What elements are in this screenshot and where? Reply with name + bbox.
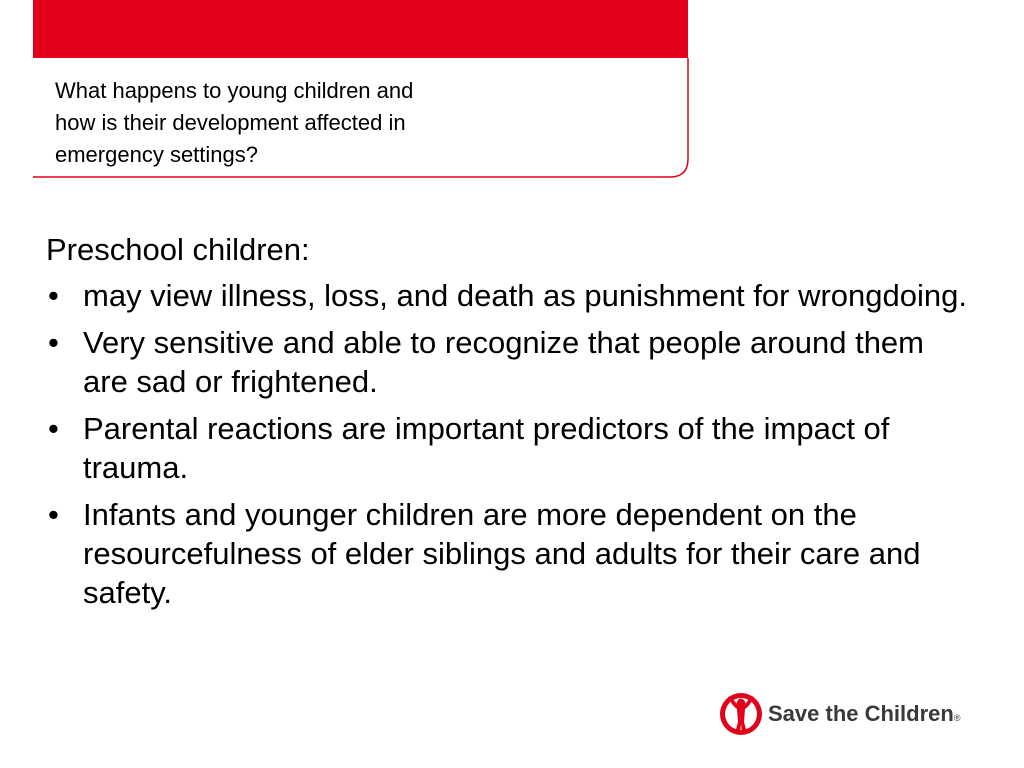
logo-wordmark [768,702,960,730]
list-item [46,495,976,612]
bullet-text: Infants and younger children are more dependent on the resourcefulness of elder siblings and adults for their care and safety. [83,497,921,610]
bullet-text: may view illness, loss, and death as punishment for wrongdoing. [83,278,967,313]
bullet-marker: • [48,497,59,532]
logo-name: Save the Children [768,701,954,726]
list-item [46,276,976,315]
bullet-list [46,276,976,612]
bullet-marker: • [48,325,59,360]
child-figure-icon [718,688,764,738]
list-item [46,409,976,487]
header-red-bar [33,0,688,58]
body-content [46,230,976,620]
intro-text: Preschool children: [46,232,310,267]
bullet-text: Very sensitive and able to recognize that people around them are sad or frightened. [83,325,924,399]
save-the-children-logo [718,686,968,740]
registered-mark: ® [953,713,961,723]
header-title-line-1: What happens to young children and [55,78,414,103]
header-title-line-2: how is their development affected in [55,110,406,135]
header-title [55,75,575,171]
list-item [46,323,976,401]
bullet-marker: • [48,278,59,313]
header-title-line-3: emergency settings? [55,142,258,167]
bullet-text: Parental reactions are important predictors of the impact of trauma. [83,411,890,485]
bullet-marker: • [48,411,59,446]
